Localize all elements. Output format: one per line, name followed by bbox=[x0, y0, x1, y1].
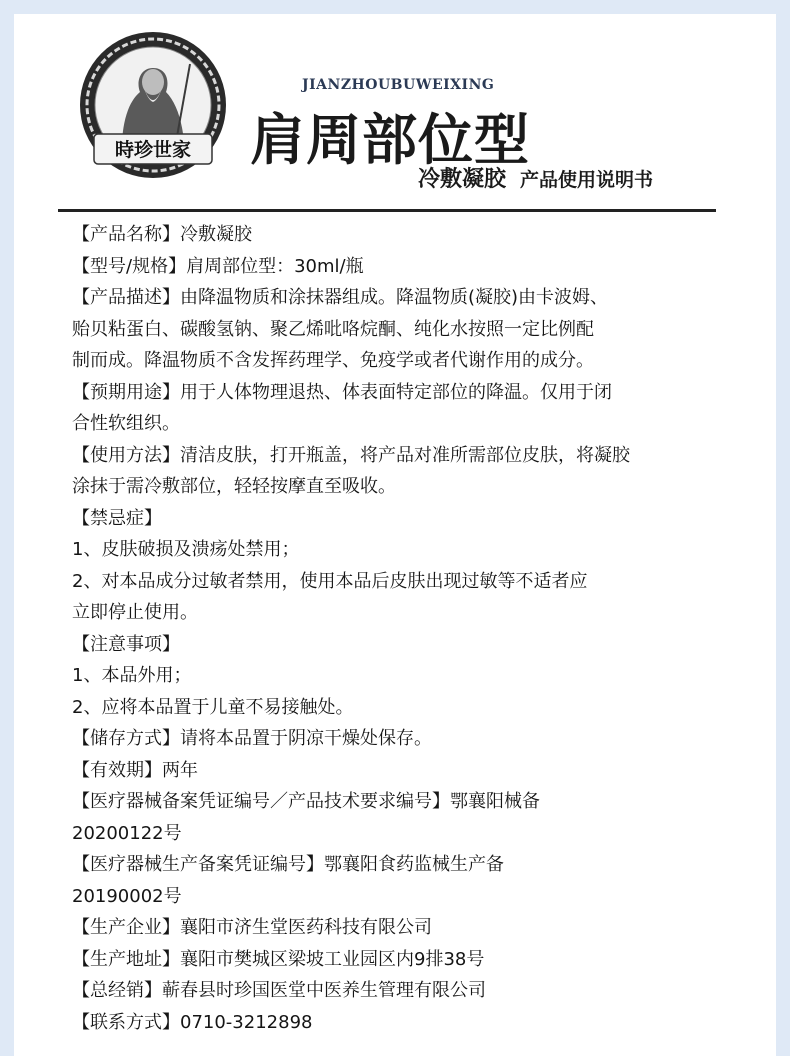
text-line: 2、对本品成分过敏者禁用，使用本品后皮肤出现过敏等不适者应 bbox=[72, 570, 588, 592]
text-line: 【总经销】蕲春县时珍国医堂中医养生管理有限公司 bbox=[72, 980, 486, 1001]
text-line: 【医疗器械生产备案凭证编号】鄂襄阳食药监械生产备 bbox=[72, 854, 504, 875]
text-line: 【医疗器械备案凭证编号／产品技术要求编号】鄂襄阳械备 bbox=[72, 791, 540, 812]
text-line: 1、皮肤破损及溃疡处禁用； bbox=[72, 539, 300, 560]
logo-brand-text: 時珍世家 bbox=[114, 139, 192, 161]
text-line: 【生产地址】襄阳市樊城区梁坡工业园区内9排38号 bbox=[72, 948, 485, 970]
subtitle bbox=[418, 162, 653, 193]
text-line: 【型号/规格】肩周部位型：30ml/瓶 bbox=[72, 255, 364, 277]
text-line: 【生产企业】襄阳市济生堂医药科技有限公司 bbox=[72, 917, 432, 938]
text-line: 【储存方式】请将本品置于阴凉干燥处保存。 bbox=[72, 728, 432, 749]
text-line: 立即停止使用。 bbox=[72, 602, 198, 623]
product-pinyin: JIANZHOUBUWEIXING bbox=[302, 77, 495, 93]
text-line: 【有效期】两年 bbox=[72, 759, 198, 781]
product-title: 肩周部位型 bbox=[250, 107, 531, 172]
text-line: 【禁忌症】 bbox=[72, 507, 162, 529]
doc-title: 产品使用说明书 bbox=[520, 169, 654, 191]
text-line: 20190002号 bbox=[72, 885, 182, 907]
instruction-content bbox=[72, 219, 732, 1038]
header-divider bbox=[58, 209, 716, 212]
text-line: 【注意事项】 bbox=[72, 633, 180, 655]
text-line: 合性软组织。 bbox=[72, 413, 180, 434]
brand-logo bbox=[78, 30, 228, 180]
text-line: 【产品名称】冷敷凝胶 bbox=[72, 224, 252, 245]
text-line: 1、本品外用； bbox=[72, 665, 192, 686]
text-line: 2、应将本品置于儿童不易接触处。 bbox=[72, 696, 354, 718]
text-line: 【联系方式】0710-3212898 bbox=[72, 1011, 313, 1033]
product-type: 冷敷凝胶 bbox=[418, 166, 507, 192]
text-line: 贻贝粘蛋白、碳酸氢钠、聚乙烯吡咯烷酮、纯化水按照一定比例配 bbox=[72, 318, 594, 340]
text-line: 【产品描述】由降温物质和涂抹器组成。降温物质(凝胶)由卡波姆、 bbox=[72, 287, 609, 308]
text-line: 【预期用途】用于人体物理退热、体表面特定部位的降温。仅用于闭 bbox=[72, 381, 612, 403]
text-line: 20200122号 bbox=[72, 822, 182, 844]
text-line: 制而成。降温物质不含发挥药理学、免疫学或者代谢作用的成分。 bbox=[72, 350, 594, 371]
text-line: 【使用方法】清洁皮肤，打开瓶盖，将产品对准所需部位皮肤，将凝胶 bbox=[72, 444, 630, 466]
text-line: 涂抹于需冷敷部位，轻轻按摩直至吸收。 bbox=[72, 476, 396, 497]
